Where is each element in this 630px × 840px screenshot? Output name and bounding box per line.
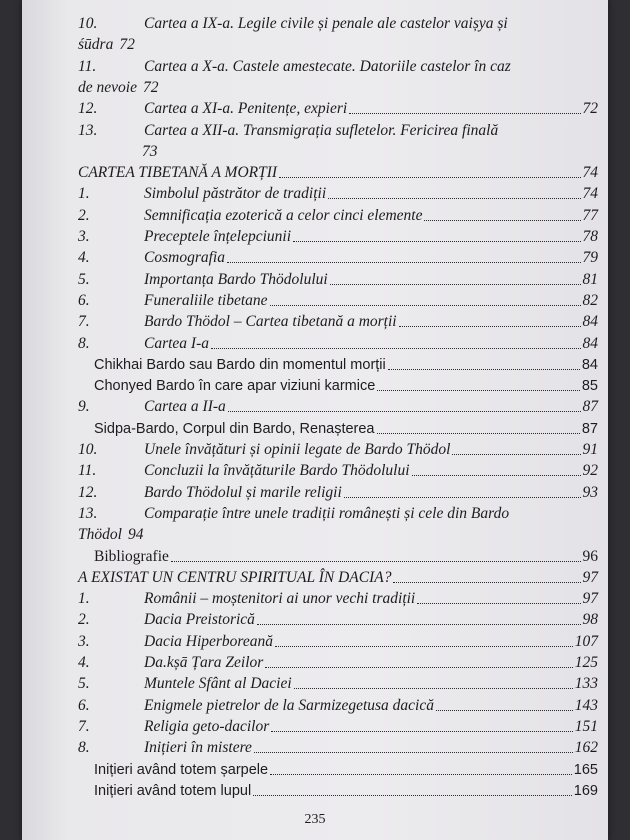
toc-entry [144, 653, 598, 673]
entry-title: Funeraliile tibetane [144, 291, 268, 309]
dot-leader [253, 795, 572, 796]
entry-number: 2. [78, 206, 90, 224]
entry-page: 165 [573, 761, 598, 778]
toc-entry [94, 376, 598, 396]
entry-page: 151 [574, 717, 598, 735]
entry-title: Dacia Preistorică [144, 611, 255, 629]
entry-number: 8. [78, 739, 90, 757]
dot-leader [270, 774, 572, 775]
toc-entry [144, 461, 598, 481]
toc-entry [144, 717, 598, 737]
toc-row [22, 14, 608, 34]
toc-entry [144, 270, 598, 290]
entry-page: 98 [582, 611, 598, 629]
table-of-contents [22, 0, 608, 840]
entry-page: 72 [142, 78, 159, 96]
entry-page: 91 [582, 441, 598, 458]
toc-row [22, 227, 608, 247]
entry-page: 84 [581, 356, 598, 373]
dot-leader [452, 454, 580, 455]
entry-page: 82 [582, 291, 598, 309]
entry-page: 84 [582, 334, 598, 352]
toc-row [22, 440, 608, 460]
toc-row [22, 738, 608, 758]
entry-page: 77 [582, 206, 598, 224]
toc-row [22, 568, 608, 588]
toc-row [22, 483, 608, 503]
dot-leader [330, 284, 581, 285]
dot-leader [399, 326, 581, 327]
toc-entry [94, 355, 598, 375]
entry-page: 79 [582, 249, 598, 267]
toc-row [22, 248, 608, 268]
entry-title: Cartea a II-a [144, 398, 226, 416]
entry-number: 1. [78, 590, 90, 608]
toc-row-continuation [22, 35, 608, 55]
dot-leader [275, 646, 573, 647]
toc-row [22, 312, 608, 332]
section-heading: A EXISTAT UN CENTRU SPIRITUAL ÎN DACIA? [78, 568, 392, 586]
entry-number: 5. [78, 675, 90, 693]
toc-row-continuation [22, 78, 608, 98]
entry-page: 73 [142, 142, 158, 160]
toc-entry [78, 163, 598, 183]
entry-number: 3. [78, 228, 90, 245]
toc-row-continuation [22, 525, 608, 545]
page-number: 235 [304, 812, 326, 827]
entry-number: 4. [78, 654, 90, 671]
dot-leader [271, 731, 572, 732]
entry-page: 85 [581, 378, 598, 395]
toc-row [22, 99, 608, 119]
entry-number: 7. [78, 313, 90, 331]
dot-leader [328, 198, 580, 199]
entry-number: 12. [78, 100, 98, 118]
toc-entry [94, 781, 598, 801]
entry-title: Religia geto-dacilor [144, 717, 270, 735]
dot-leader [257, 624, 581, 625]
entry-title: Cartea a X-a. Castele amestecate. Datoriile castelor în caz [144, 57, 511, 75]
toc-row [22, 291, 608, 311]
toc-entry [144, 248, 598, 268]
entry-page: 125 [574, 654, 598, 671]
dot-leader [293, 241, 580, 242]
toc-row [22, 419, 608, 439]
toc-entry [144, 440, 598, 460]
entry-title: Cartea a XII-a. Transmigrația sufletelor. Fericirea finală [144, 121, 499, 139]
toc-entry [94, 547, 598, 567]
entry-number: 12. [78, 483, 98, 501]
toc-entry [144, 610, 598, 630]
toc-row [22, 781, 608, 801]
entry-title: Semnificația ezoterică a celor cinci elemente [144, 206, 423, 224]
entry-number: 13. [78, 121, 98, 139]
entry-title: Muntele Sfânt al Daciei [144, 675, 292, 693]
toc-row [22, 461, 608, 481]
entry-title: Dacia Hiperboreană [144, 632, 274, 650]
entry-title-continued: de nevoie [78, 78, 137, 96]
dot-leader [344, 497, 581, 498]
entry-title: Importanța Bardo Thödolului [144, 270, 328, 288]
entry-page: 97 [582, 568, 598, 586]
entry-number: 1. [78, 185, 90, 203]
toc-entry [78, 568, 598, 588]
toc-row [22, 674, 608, 694]
entry-page: 74 [582, 185, 598, 203]
entry-page: 107 [574, 632, 598, 650]
toc-entry [144, 312, 598, 332]
entry-title: Inițieri având totem șarpele [94, 761, 269, 778]
toc-row [22, 121, 608, 141]
dot-leader [294, 688, 573, 689]
toc-entry [144, 632, 598, 652]
toc-row-continuation [22, 142, 608, 162]
entry-title: Chonyed Bardo în care apar viziuni karmice [94, 378, 376, 395]
dot-leader [377, 433, 580, 434]
entry-title: Bardo Thödolul și marile religii [144, 483, 342, 501]
toc-row [22, 610, 608, 630]
toc-entry [94, 419, 598, 439]
toc-row [22, 334, 608, 354]
entry-page: 74 [582, 164, 598, 182]
toc-entry [144, 184, 598, 204]
dot-leader [424, 220, 580, 221]
toc-entry [144, 674, 598, 694]
entry-page: 162 [574, 739, 598, 757]
entry-number: 10. [78, 441, 98, 458]
section-heading: CARTEA TIBETANĂ A MORȚII [78, 164, 278, 182]
toc-row [22, 589, 608, 609]
dot-leader [279, 177, 580, 178]
entry-page: 96 [582, 547, 598, 565]
toc-entry [94, 760, 598, 780]
entry-page: 92 [582, 462, 598, 480]
entry-number: 2. [78, 611, 90, 629]
toc-row [22, 653, 608, 673]
entry-page: 81 [582, 270, 598, 288]
entry-title-continued: Thödol [78, 526, 122, 544]
dot-leader [436, 710, 573, 711]
entry-title: Inițieri având totem lupul [94, 782, 252, 799]
dot-leader [270, 305, 581, 306]
entry-title-continued: śūdra [78, 36, 114, 54]
book-page [22, 0, 608, 840]
toc-row [22, 270, 608, 290]
toc-row [22, 504, 608, 524]
entry-title: Bardo Thödol – Cartea tibetană a morții [144, 313, 397, 331]
toc-entry [144, 206, 598, 226]
entry-number: 10. [78, 15, 98, 32]
entry-page: 72 [119, 36, 135, 54]
entry-title: Simbolul păstrător de tradiții [144, 185, 327, 203]
entry-number: 11. [78, 57, 97, 75]
toc-row [22, 760, 608, 780]
entry-number: 11. [78, 462, 97, 480]
toc-entry [144, 696, 598, 716]
dot-leader [417, 603, 580, 604]
entry-page: 84 [582, 313, 598, 331]
toc-row [22, 355, 608, 375]
dot-leader [211, 348, 580, 349]
entry-title: Sidpa-Bardo, Corpul din Bardo, Renașterea [94, 420, 375, 437]
toc-row [22, 206, 608, 226]
toc-entry [144, 334, 598, 354]
entry-title: Concluzii la învățăturile Bardo Thödolului [144, 462, 410, 480]
entry-number: 3. [78, 632, 90, 650]
entry-page: 133 [574, 675, 598, 693]
toc-entry [144, 99, 598, 119]
toc-entry [144, 589, 598, 609]
dot-leader [228, 411, 581, 412]
entry-number: 6. [78, 696, 90, 714]
entry-number: 13. [78, 504, 98, 522]
entry-page: 72 [582, 100, 598, 118]
entry-title: Cosmografia [144, 249, 225, 267]
entry-page: 78 [582, 228, 598, 245]
entry-title: Comparație între unele tradiții românești și cele din Bardo [144, 504, 510, 522]
toc-entry [144, 738, 598, 758]
entry-title: Preceptele înțelepciunii [144, 228, 292, 245]
entry-page: 169 [573, 782, 598, 799]
toc-row [22, 184, 608, 204]
entry-page: 93 [582, 483, 598, 501]
dot-leader [227, 262, 581, 263]
toc-entry [144, 483, 598, 503]
entry-title: Da.kșā Țara Zeilor [144, 654, 264, 671]
dot-leader [388, 369, 580, 370]
toc-entry [144, 227, 598, 247]
toc-row [22, 547, 608, 567]
entry-page: 143 [574, 696, 598, 714]
toc-row [22, 632, 608, 652]
toc-entry [144, 291, 598, 311]
entry-number: 6. [78, 291, 90, 309]
entry-title: Unele învățături și opinii legate de Bardo Thödol [144, 441, 451, 458]
entry-title: Românii – moștenitori ai unor vechi tradiții [144, 590, 416, 608]
dot-leader [254, 752, 573, 753]
entry-title: Cartea I-a [144, 334, 210, 352]
entry-number: 9. [78, 398, 90, 416]
entry-page: 87 [581, 420, 598, 437]
dot-leader [393, 582, 580, 583]
entry-page: 94 [127, 526, 144, 544]
dot-leader [171, 561, 581, 562]
entry-title: Inițieri în mistere [144, 739, 252, 757]
entry-title: Cartea a XI-a. Penitențe, expieri [144, 100, 348, 118]
toc-entry [144, 397, 598, 417]
toc-row [22, 397, 608, 417]
dot-leader [265, 667, 572, 668]
entry-page: 97 [582, 590, 598, 608]
entry-title: Bibliografie [94, 547, 169, 565]
dot-leader [412, 475, 581, 476]
entry-title: Enigmele pietrelor de la Sarmizegetusa dacică [144, 696, 434, 714]
entry-number: 4. [78, 249, 90, 267]
entry-page: 87 [582, 398, 598, 416]
entry-title: Chikhai Bardo sau Bardo din momentul morții [94, 356, 386, 373]
dot-leader [377, 390, 580, 391]
entry-number: 8. [78, 334, 90, 352]
toc-row [22, 57, 608, 77]
toc-row [22, 163, 608, 183]
dot-leader [349, 113, 580, 114]
entry-number: 5. [78, 270, 90, 288]
toc-row [22, 717, 608, 737]
toc-row [22, 376, 608, 396]
entry-number: 7. [78, 717, 90, 735]
entry-title: Cartea a IX-a. Legile civile și penale ale castelor vaișya și [144, 15, 508, 32]
toc-row [22, 696, 608, 716]
